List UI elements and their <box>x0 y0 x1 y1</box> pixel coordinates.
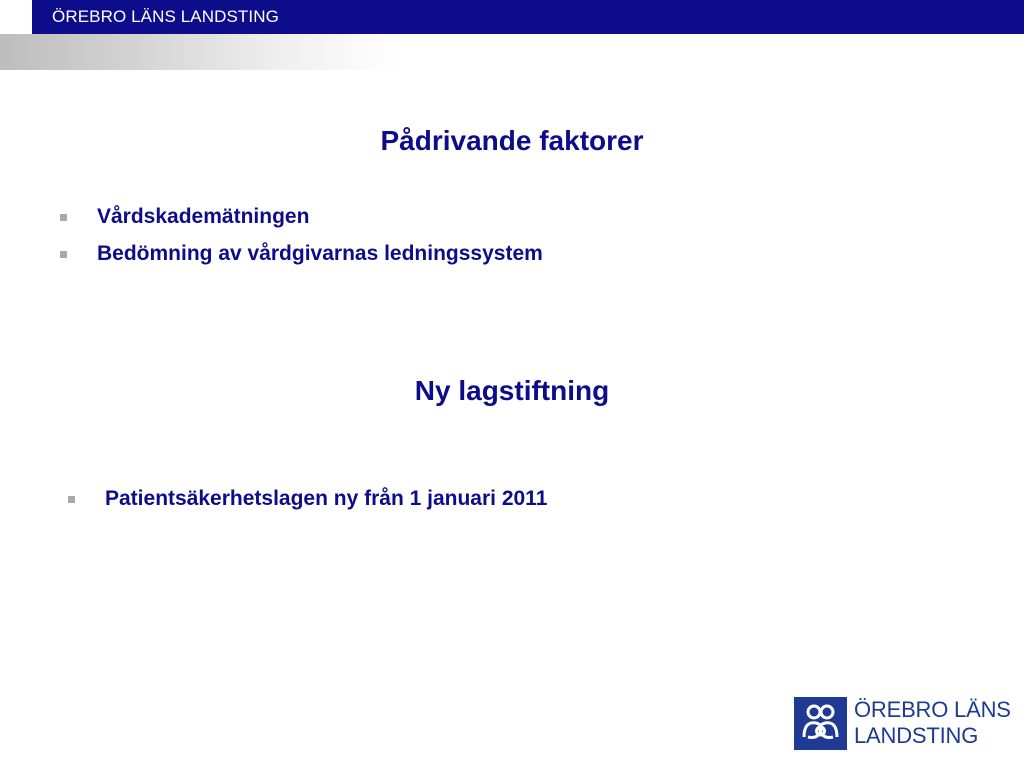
header-title: ÖREBRO LÄNS LANDSTING <box>52 7 279 26</box>
bullet-square-icon <box>68 496 75 503</box>
list-item <box>60 242 543 266</box>
header-gradient-band <box>0 34 400 70</box>
list-item <box>60 205 309 229</box>
bullet-square-icon <box>60 251 67 258</box>
organization-logo <box>794 695 1011 751</box>
people-emblem-icon <box>794 697 847 750</box>
logo-text-line1: ÖREBRO LÄNS <box>854 697 1011 722</box>
bullet-text: Patientsäkerhetslagen ny från 1 januari 2011 <box>105 487 548 510</box>
logo-text-line2: LANDSTING <box>854 723 979 748</box>
list-item <box>68 487 547 511</box>
bullet-text: Vårdskademätningen <box>97 205 310 228</box>
bullet-text: Bedömning av vårdgivarnas ledningssystem <box>97 242 543 265</box>
section-heading-drivers: Pådrivande faktorer <box>380 125 644 156</box>
header-notch <box>0 0 32 34</box>
section-heading-legislation: Ny lagstiftning <box>414 375 610 406</box>
bullet-square-icon <box>60 214 67 221</box>
